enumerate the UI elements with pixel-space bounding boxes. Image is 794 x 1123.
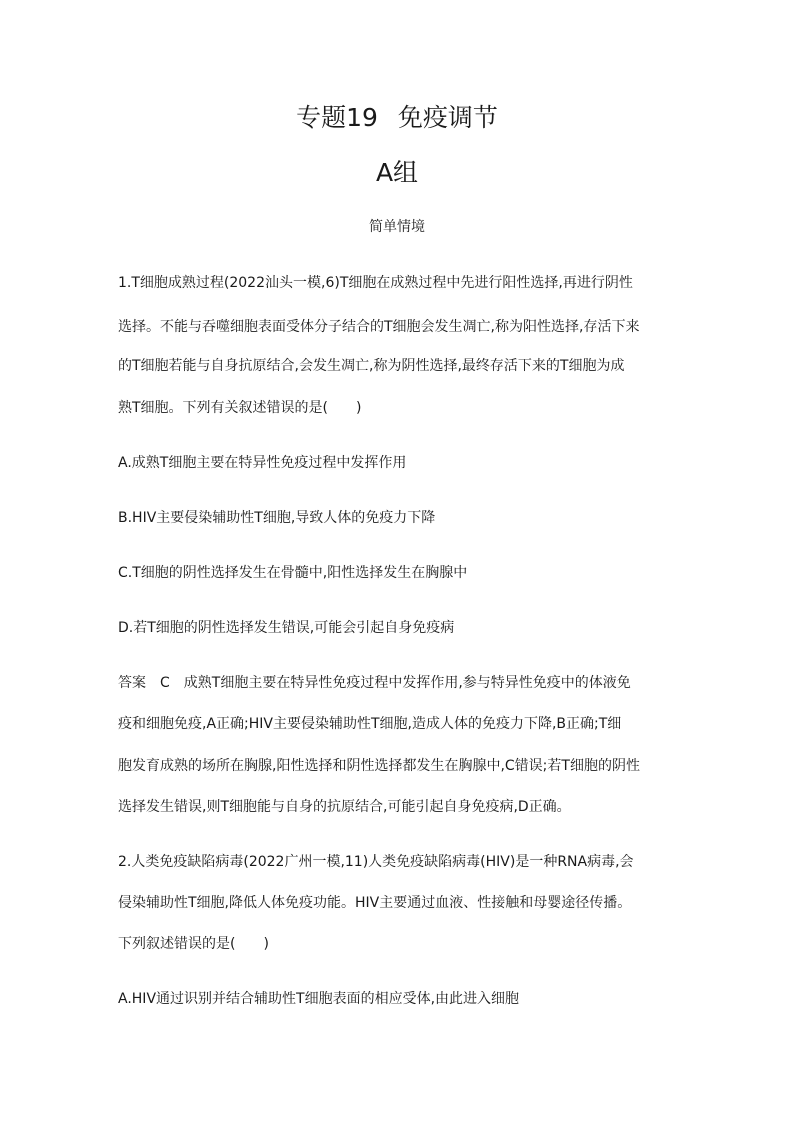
q1-stem-line: 熟T细胞。下列有关叙述错误的是( ) [118,400,362,416]
answer-key: C [160,675,170,691]
group-heading: A组 [375,158,419,187]
q1-stem-line: 1.T细胞成熟过程(2022汕头一模,6)T细胞在成熟过程中先进行阳性选择,再进行阴性 [118,275,633,291]
q1-explanation-line: 成熟T细胞主要在特异性免疫过程中发挥作用,参与特异性免疫中的体液免 [183,675,631,691]
q1-option-a: A.成熟T细胞主要在特异性免疫过程中发挥作用 [118,455,407,471]
q2-stem-line: 下列叙述错误的是( ) [118,936,269,952]
title-name: 免疫调节 [397,103,498,132]
q1-option-b: B.HIV主要侵染辅助性T细胞,导致人体的免疫力下降 [118,510,436,526]
q1-stem-line: 的T细胞若能与自身抗原结合,会发生凋亡,称为阴性选择,最终存活下来的T细胞为成 [118,358,625,374]
section-heading: 简单情境 [369,219,425,235]
page-title [0,100,794,136]
q1-explanation-line: 疫和细胞免疫,A正确;HIV主要侵染辅助性T细胞,造成人体的免疫力下降,B正确;T细 [118,716,622,732]
q1-explanation-line: 选择发生错误,则T细胞能与自身的抗原结合,可能引起自身免疫病,D正确。 [118,799,571,815]
q2-stem-line: 2.人类免疫缺陷病毒(2022广州一模,11)人类免疫缺陷病毒(HIV)是一种RNA病毒,会 [118,854,634,870]
q2-option-a: A.HIV通过识别并结合辅助性T细胞表面的相应受体,由此进入细胞 [118,991,520,1007]
title-topic: 专题19 [296,103,378,132]
q2-stem-line: 侵染辅助性T细胞,降低人体免疫功能。HIV主要通过血液、性接触和母婴途径传播。 [118,895,632,911]
q1-option-d: D.若T细胞的阴性选择发生错误,可能会引起自身免疫病 [118,620,455,636]
q1-answer-line [118,673,688,693]
q1-explanation-line: 胞发育成熟的场所在胸腺,阳性选择和阴性选择都发生在胸腺中,C错误;若T细胞的阴性 [118,758,640,774]
q1-option-c: C.T细胞的阴性选择发生在骨髓中,阳性选择发生在胸腺中 [118,565,468,581]
answer-label: 答案 [118,675,146,691]
q1-stem-line: 选择。不能与吞噬细胞表面受体分子结合的T细胞会发生凋亡,称为阳性选择,存活下来 [118,319,640,335]
